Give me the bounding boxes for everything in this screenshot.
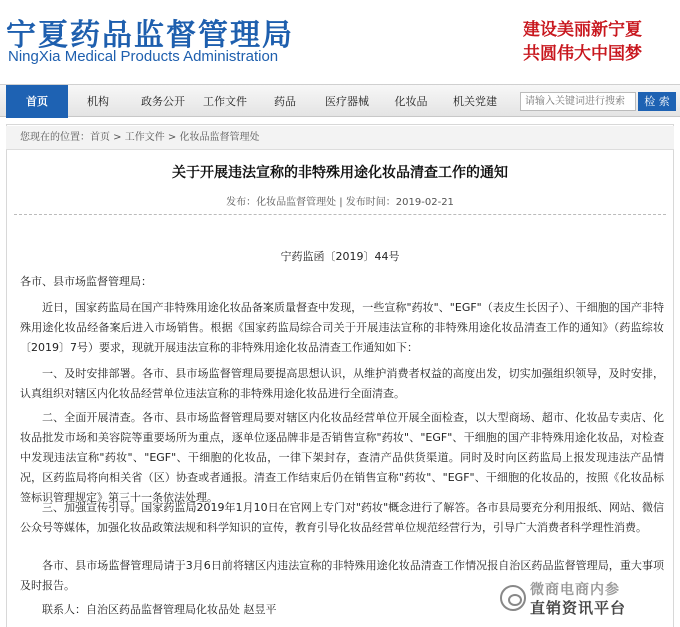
breadcrumb: [6, 126, 674, 150]
nav-item-party[interactable]: 机关党建: [453, 95, 497, 108]
breadcrumb-work-docs[interactable]: 工作文件: [124, 132, 165, 143]
nav-item-drugs[interactable]: 药品: [274, 95, 296, 108]
slogan-line-1: 建设美丽新宁夏: [523, 20, 642, 40]
nav-item-home[interactable]: 首页: [6, 85, 68, 118]
article-paragraph-2: 二、全面开展清查。各市、县市场监督管理局要对辖区内化妆品经营单位开展全面检查，以大型商场、超市、化妆品专卖店、化妆品批发市场和美容院等重要场所为重点，逐单位逐品牌非是否销售宣称"药妆"、"EGF"、干细胞的国产非特殊用途化妆品，对检查中发现违法宣称"药妆"、"EGF"、干细胞的化妆品，一律下架封存，查清产品供货渠道。同时及时向区药监局上报发现违法产品情况，区药监局将向相关省（区）协查或者通报。清查工作结束后仍在销售宣称"药妆"、"EGF"、干细胞的化妆品的，按照《化妆品标签标识管理规定》第三十一条依法处理。: [20, 411, 664, 504]
watermark-line-1: 微商电商内参: [530, 582, 620, 598]
article-paragraph-3: 三、加强宣传引导。国家药监局2019年1月10日在官网上专门对"药妆"概念进行了解答。各市县局要充分利用报纸、网站、微信公众号等媒体，加强化妆品政策法规和科学知识的宣传，教育引导化妆品经营单位规范经营行为，引导广大消费者科学理性消费。: [20, 501, 664, 534]
wechat-icon: [500, 585, 526, 611]
nav-item-gov-affairs[interactable]: 政务公开: [141, 95, 185, 108]
slogan-line-2: 共圆伟大中国梦: [523, 44, 642, 64]
breadcrumb-cosmetics-dept[interactable]: 化妆品监督管理处: [179, 132, 260, 143]
nav-item-org[interactable]: 机构: [87, 95, 109, 108]
search-input[interactable]: [520, 92, 636, 111]
article-paragraph-4: 各市、县市场监督管理局请于3月6日前将辖区内违法宣称的非特殊用途化妆品清查工作情况报自治区药品监督管理局，重大事项及时报告。: [20, 559, 664, 592]
main-nav: [0, 84, 680, 117]
breadcrumb-prefix: 您现在的位置：: [20, 132, 90, 143]
nav-item-work-docs[interactable]: 工作文件: [203, 95, 247, 108]
article-salutation: 各市、县市场监督管理局：: [20, 275, 152, 288]
nav-item-devices[interactable]: 医疗器械: [325, 95, 369, 108]
article-paragraph-intro: 近日，国家药监局在国产非特殊用途化妆品备案质量督查中发现，一些宣称"药妆"、"EGF"（表皮生长因子）、干细胞的国产非特殊用途化妆品经备案后进入市场销售。根据《国家药监局综合司关于开展违法宣称的非特殊用途化妆品清查工作的通知》（药监综妆〔2019〕7号）要求，现就开展违法宣称的非特殊用途化妆品清查工作通知如下：: [20, 301, 664, 354]
breadcrumb-sep-2: >: [164, 132, 180, 143]
site-logo-en: NingXia Medical Products Administration: [8, 48, 279, 65]
article-contact: 联系人：自治区药品监督管理局化妆品处 赵昱平: [42, 603, 277, 616]
article-meta: 发布：化妆品监督管理处 | 发布时间：2019-02-21: [226, 197, 454, 208]
header-slogan: [523, 18, 642, 66]
breadcrumb-sep-1: >: [110, 132, 125, 143]
site-header: [0, 0, 680, 82]
article-title: 关于开展违法宣称的非特殊用途化妆品清查工作的通知: [172, 165, 508, 181]
watermark: [500, 579, 670, 619]
document-number: 宁药监函〔2019〕44号: [280, 250, 400, 263]
watermark-line-2: 直销资讯平台: [530, 599, 627, 617]
breadcrumb-home[interactable]: 首页: [90, 132, 110, 143]
nav-item-cosmetics[interactable]: 化妆品: [394, 95, 428, 108]
title-divider: [14, 214, 666, 215]
article-paragraph-1: 一、及时安排部署。各市、县市场监督管理局要提高思想认识，从维护消费者权益的高度出发，切实加强组织领导，及时安排，认真组织对辖区内化妆品经营单位违法宣称的非特殊用途化妆品进行全面清查。: [20, 367, 664, 400]
search-button[interactable]: 检 索: [638, 92, 676, 111]
site-logo-cn[interactable]: 宁夏药品监督管理局: [6, 18, 294, 53]
